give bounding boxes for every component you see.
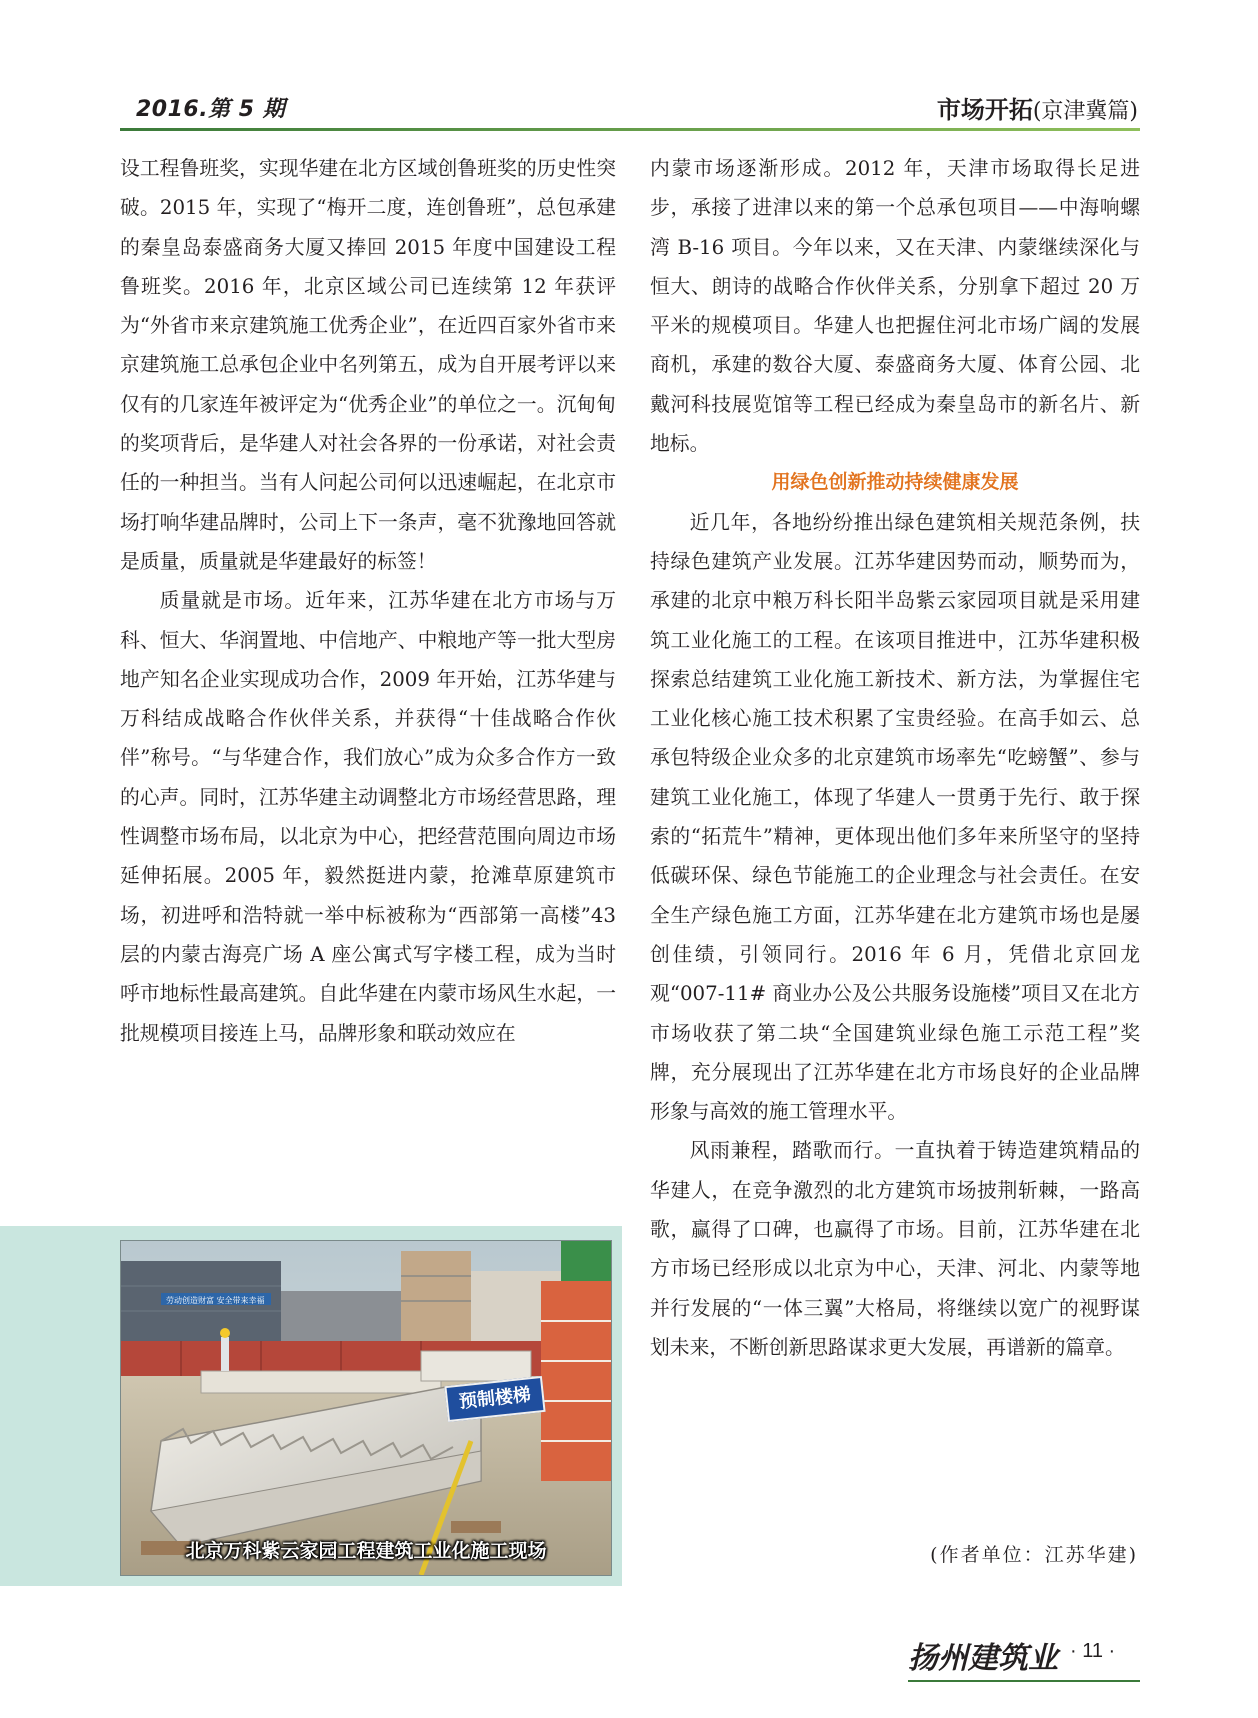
article-column-right xyxy=(650,149,1140,1367)
magazine-logo xyxy=(908,1638,1063,1676)
article-paragraph: 质量就是市场。近年来，江苏华建在北方市场与万科、恒大、华润置地、中信地产、中粮地产等一批大型房地产知名企业实现成功合作，2009 年开始，江苏华建与万科结成战略合作伙伴关系，并获得“十佳战略合作伙伴”称号。“与华建合作，我们放心”成为众多合作方一致的心声。同时，江苏华建主动调整北方市场经营思路，理性调整市场布局，以北京为中心，把经营范围向周边市场延伸拓展。2005 年，毅然挺进内蒙，抢滩草原建筑市场，初进呼和浩特就一举中标被称为“西部第一高楼”43 层的内蒙古海亮广场 A 座公寓式写字楼工程，成为当时呼市地标性最高建筑。自此华建在内蒙市场风生水起，一批规模项目接连上马，品牌形象和联动效应在 xyxy=(120,589,616,1045)
section-heading: 用绿色创新推动持续健康发展 xyxy=(771,471,1019,494)
article-paragraph: 内蒙市场逐渐形成。2012 年，天津市场取得长足进步，承接了进津以来的第一个总承包项目——中海响螺湾 B-16 项目。今年以来，又在天津、内蒙继续深化与恒大、朗诗的战略合作伙伴关系，分别拿下超过 20 万平米的规模项目。华建人也把握住河北市场广阔的发展商机，承建的数谷大厦、泰盛商务大厦、体育公园、北戴河科技展览馆等工程已经成为秦皇岛市的新名片、新地标。 xyxy=(650,157,1140,456)
section-title-main: 市场开拓 xyxy=(936,96,1033,124)
section-title xyxy=(937,90,1138,125)
author-affiliation: (作者单位：江苏华建) xyxy=(930,1544,1138,1566)
site-banner-text: 劳动创造财富 安全带来幸福 xyxy=(166,1296,265,1305)
precast-stair-sign: 预制楼梯 xyxy=(444,1376,545,1422)
page-number: · 11 · xyxy=(1070,1640,1116,1662)
article-paragraph: 近几年，各地纷纷推出绿色建筑相关规范条例，扶持绿色建筑产业发展。江苏华建因势而动，顺势而为，承建的北京中粮万科长阳半岛紫云家园项目就是采用建筑工业化施工的工程。在该项目推进中，江苏华建积极探索总结建筑工业化施工新技术、新方法，为掌握住宅工业化核心施工技术积累了宝贵经验。在高手如云、总承包特级企业众多的北京建筑市场率先“吃螃蟹”、参与建筑工业化施工，体现了华建人一贯勇于先行、敢于探索的“拓荒牛”精神，更体现出他们多年来所坚守的坚持低碳环保、绿色节能施工的企业理念与社会责任。在安全生产绿色施工方面，江苏华建在北方建筑市场也是屡创佳绩，引领同行。2016 年 6 月，凭借北京回龙观“007-11# 商业办公及公共服务设施楼”项目又在北方市场收获了第二块“全国建筑业绿色施工示范工程”奖牌，充分展现出了江苏华建在北方市场良好的企业品牌形象与高效的施工管理水平。 xyxy=(650,510,1140,1124)
article-column-left xyxy=(120,149,616,1053)
section-title-sub: (京津冀篇) xyxy=(1032,99,1138,124)
construction-site-photo xyxy=(120,1240,612,1576)
magazine-logo-text: 扬州建筑业 xyxy=(908,1641,1058,1676)
article-paragraph: 风雨兼程，踏歌而行。一直执着于铸造建筑精品的华建人，在竞争激烈的北方建筑市场披荆斩棘，一路高歌，赢得了口碑，也赢得了市场。目前，江苏华建在北方市场已经形成以北京为中心，天津、河北、内蒙等地并行发展的“一体三翼”大格局，将继续以宽广的视野谋划未来，不断创新思路谋求更大发展，再谱新的篇章。 xyxy=(650,1139,1140,1359)
header-divider xyxy=(120,128,1140,131)
photo-caption: 北京万科紫云家园工程建筑工业化施工现场 xyxy=(185,1540,547,1562)
footer-divider xyxy=(908,1680,1140,1682)
article-paragraph: 设工程鲁班奖，实现华建在北方区域创鲁班奖的历史性突破。2015 年，实现了“梅开二度，连创鲁班”，总包承建的秦皇岛泰盛商务大厦又捧回 2015 年度中国建设工程鲁班奖。2016 年，北京区域公司已连续第 12 年获评为“外省市来京建筑施工优秀企业”，在近四百家外省市来京建筑施工总承包企业中名列第五，成为自开展考评以来仅有的几家连年被评定为“优秀企业”的单位之一。沉甸甸的奖项背后，是华建人对社会各界的一份承诺，对社会责任的一种担当。当有人问起公司何以迅速崛起，在北京市场打响华建品牌时，公司上下一条声，毫不犹豫地回答就是质量，质量就是华建最好的标签！ xyxy=(120,157,616,573)
issue-number: 2016.第 5 期 xyxy=(136,97,286,122)
